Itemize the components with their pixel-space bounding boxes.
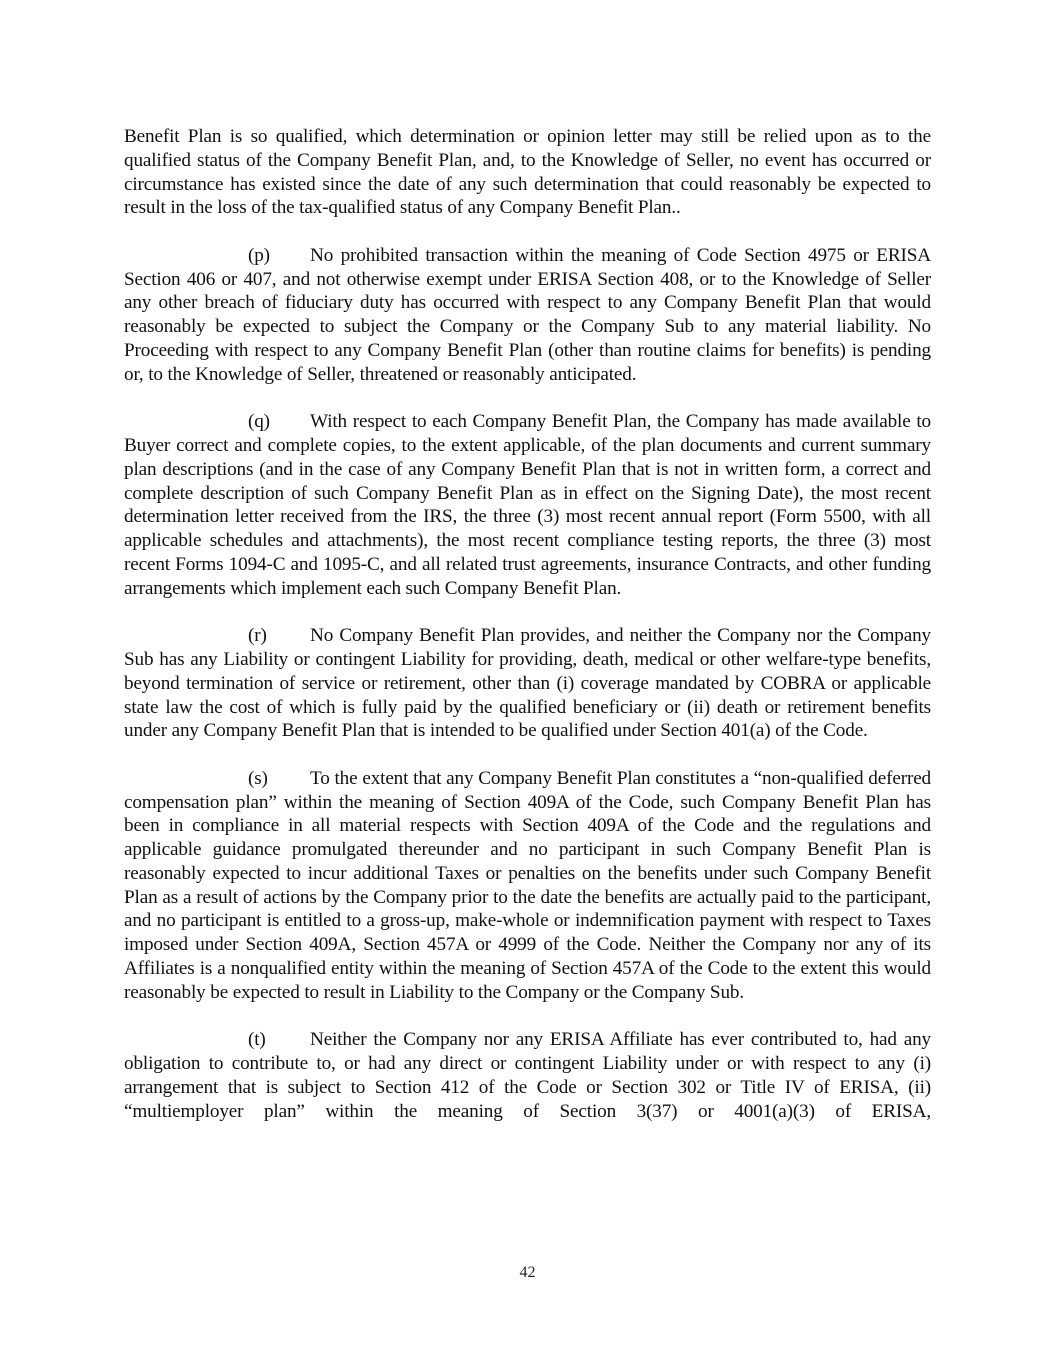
paragraph-label: (r) [248,625,267,647]
paragraph-q [124,410,931,600]
paragraph-t [124,1028,931,1123]
paragraph-s [124,767,931,1005]
paragraph-label: (p) [248,244,270,266]
paragraph-text: With respect to each Company Benefit Plan, the Company has made available to Buyer correct and complete copies, to the extent applicable, of the plan documents and current summary plan descriptions (and in the case of any Company Benefit Plan that is not in written form, a correct and complete description of such Company Benefit Plan as in effect on the Signing Date), the most recent determination letter received from the IRS, the three (3) most recent annual report (Form 5500, with all applicable schedules and attachments), the most recent compliance testing reports, the three (3) most recent Forms 1094-C and 1095-C, and all related trust agreements, insurance Contracts, and other funding arrangements which implement each such Company Benefit Plan. [124,411,931,599]
paragraph-label: (s) [248,767,268,789]
paragraph-p [124,244,931,387]
paragraph-text: Benefit Plan is so qualified, which determination or opinion letter may still be relied upon as to the qualified status of the Company Benefit Plan, and, to the Knowledge of Seller, no event has occurred or circumstance has existed since the date of any such determination that could reasonably be expected to result in the loss of the tax-qualified status of any Company Benefit Plan.. [124,126,931,219]
paragraph-continuation [124,125,931,220]
paragraph-text: Neither the Company nor any ERISA Affiliate has ever contributed to, had any obligation to contribute to, or had any direct or contingent Liability under or with respect to any (i) arrangement that is subject to Section 412 of the Code or Section 302 or Title IV of ERISA, (ii) “multiemployer plan” within the meaning of Section 3(37) or 4001(a)(3) of ERISA, [124,1029,931,1122]
page-number: 42 [519,1264,536,1281]
paragraph-label: (q) [248,411,270,433]
paragraph-text: To the extent that any Company Benefit Plan constitutes a “non-qualified deferred compensation plan” within the meaning of Section 409A of the Code, such Company Benefit Plan has been in compliance in all material respects with Section 409A of the Code and the regulations and applicable guidance promulgated thereunder and no participant in such Company Benefit Plan is reasonably expected to incur additional Taxes or penalties on the benefits under such Company Benefit Plan as a result of actions by the Company prior to the date the benefits are actually paid to the participant, and no participant is entitled to a gross-up, make-whole or indemnification payment with respect to Taxes imposed under Section 409A, Section 457A or 4999 of the Code. Neither the Company nor any of its Affiliates is a nonqualified entity within the meaning of Section 457A of the Code to the extent this would reasonably be expected to result in Liability to the Company or the Company Sub. [124,767,931,1003]
paragraph-text: No Company Benefit Plan provides, and neither the Company nor the Company Sub has any Liability or contingent Liability for providing, death, medical or other welfare-type benefits, beyond termination of service or retirement, other than (i) coverage mandated by COBRA or applicable state law the cost of which is fully paid by the qualified beneficiary or (ii) death or retirement benefits under any Company Benefit Plan that is intended to be qualified under Section 401(a) of the Code. [124,625,931,742]
paragraph-text: No prohibited transaction within the meaning of Code Section 4975 or ERISA Section 406 or 407, and not otherwise exempt under ERISA Section 408, or to the Knowledge of Seller any other breach of fiduciary duty has occurred with respect to any Company Benefit Plan that would reasonably be expected to subject the Company or the Company Sub to any material liability. No Proceeding with respect to any Company Benefit Plan (other than routine claims for benefits) is pending or, to the Knowledge of Seller, threatened or reasonably anticipated. [124,244,931,385]
paragraph-label: (t) [248,1029,266,1051]
document-page [124,125,931,1147]
paragraph-r [124,624,931,743]
